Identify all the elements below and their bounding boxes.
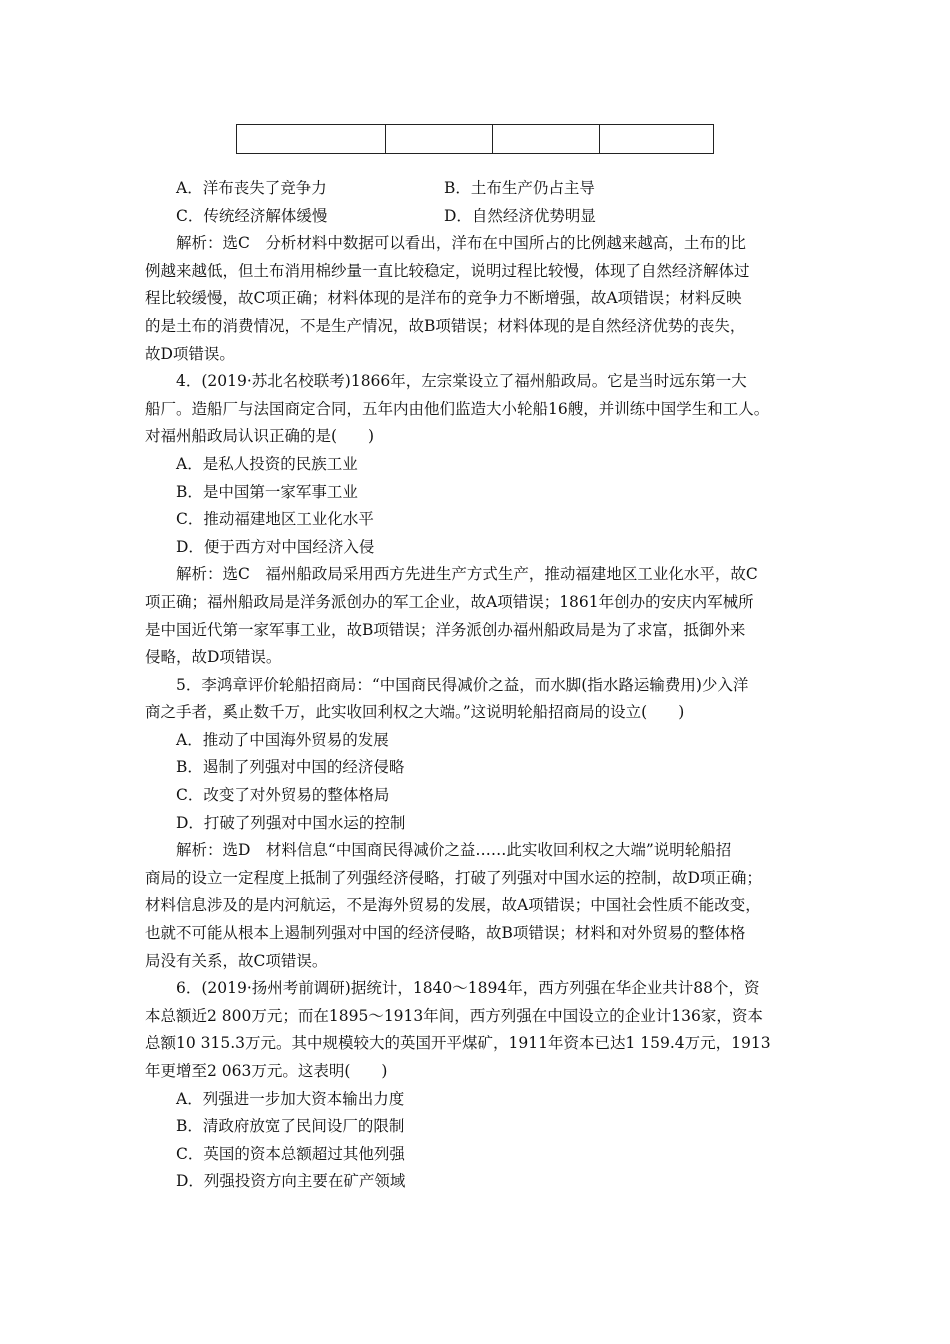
q3-analysis-line: 解析：选C 分析材料中数据可以看出，洋布在中国所占的比例越来越高，土布的比 bbox=[176, 234, 746, 253]
q3-options-row bbox=[145, 203, 813, 231]
q6-stem-line: 6．(2019·扬州考前调研)据统计，1840～1894年，西方列强在华企业共计88个，资 bbox=[176, 979, 760, 998]
q4-option-b: B．是中国第一家军事工业 bbox=[176, 482, 358, 501]
q6-stem-line: 总额10 315.3万元。其中规模较大的英国开平煤矿，1911年资本已达1 159.4万元，1913 bbox=[145, 1034, 771, 1053]
q4-option-d: D．便于西方对中国经济入侵 bbox=[176, 537, 375, 556]
document-body bbox=[145, 175, 813, 1196]
q5-analysis-line: 也就不可能从根本上遏制列强对中国的经济侵略，故B项错误；材料和对外贸易的整体格 bbox=[145, 924, 746, 943]
q4-option-c: C．推动福建地区工业化水平 bbox=[176, 510, 374, 529]
q4-stem-line: 4．(2019·苏北名校联考)1866年，左宗棠设立了福州船政局。它是当时远东第一大 bbox=[176, 372, 747, 391]
q5-stem-line: 5．李鸿章评价轮船招商局：“中国商民得减价之益，而水脚(指水路运输费用)少入洋 bbox=[176, 675, 749, 694]
q5-option-b: B．遏制了列强对中国的经济侵略 bbox=[176, 758, 405, 777]
table-cell bbox=[237, 125, 386, 153]
table-cell bbox=[493, 125, 600, 153]
q4-analysis-line: 是中国近代第一家军事工业，故B项错误；洋务派创办福州船政局是为了求富，抵御外来 bbox=[145, 620, 746, 639]
q4-stem-line: 对福州船政局认识正确的是( ) bbox=[145, 427, 375, 446]
table-cell bbox=[600, 125, 713, 153]
q3-option-a: A．洋布丧失了竞争力 bbox=[176, 179, 327, 197]
q6-option-b: B．清政府放宽了民间设厂的限制 bbox=[176, 1117, 405, 1136]
q4-analysis-line: 解析：选C 福州船政局采用西方先进生产方式生产，推动福建地区工业化水平，故C bbox=[176, 565, 758, 584]
q3-option-c: C．传统经济解体缓慢 bbox=[176, 206, 328, 225]
q6-stem-line: 年更增至2 063万元。这表明( ) bbox=[145, 1062, 388, 1080]
q5-analysis-line: 商局的设立一定程度上抵制了列强经济侵略，打破了列强对中国水运的控制，故D项正确； bbox=[145, 868, 762, 887]
q5-option-d: D．打破了列强对中国水运的控制 bbox=[176, 813, 406, 832]
q5-option-c: C．改变了对外贸易的整体格局 bbox=[176, 786, 390, 805]
q3-analysis-line: 例越来越低，但土布消用棉纱量一直比较稳定，说明过程比较慢，体现了自然经济解体过 bbox=[145, 261, 750, 280]
q4-stem-line: 船厂。造船厂与法国商定合同，五年内由他们监造大小轮船16艘，并训练中国学生和工人。 bbox=[145, 399, 770, 418]
q3-analysis-line: 故D项错误。 bbox=[145, 344, 235, 363]
q6-option-c: C．英国的资本总额超过其他列强 bbox=[176, 1144, 405, 1163]
q3-option-b: B．土布生产仍占主导 bbox=[444, 179, 595, 197]
q5-option-a: A．推动了中国海外贸易的发展 bbox=[176, 730, 389, 749]
q5-analysis-line: 局没有关系，故C项错误。 bbox=[145, 951, 328, 970]
q4-option-a: A．是私人投资的民族工业 bbox=[176, 454, 358, 473]
q3-options-row bbox=[145, 175, 813, 203]
q3-analysis-line: 程比较缓慢，故C项正确；材料体现的是洋布的竞争力不断增强，故A项错误；材料反映 bbox=[145, 289, 742, 308]
q5-analysis-line: 解析：选D 材料信息“中国商民得减价之益……此实收回利权之大端”说明轮船招 bbox=[176, 841, 732, 860]
data-table-fragment bbox=[236, 124, 714, 154]
table-cell bbox=[386, 125, 493, 153]
q5-stem-line: 商之手者，奚止数千万，此实收回利权之大端。”这说明轮船招商局的设立( ) bbox=[145, 703, 685, 722]
q3-option-d: D．自然经济优势明显 bbox=[444, 206, 596, 225]
q5-analysis-line: 材料信息涉及的是内河航运，不是海外贸易的发展，故A项错误；中国社会性质不能改变， bbox=[145, 896, 761, 915]
q6-stem-line: 本总额近2 800万元；而在1895～1913年间，西方列强在中国设立的企业计136家，资本 bbox=[145, 1006, 763, 1025]
q6-option-a: A．列强进一步加大资本输出力度 bbox=[176, 1089, 405, 1108]
q6-option-d: D．列强投资方向主要在矿产领域 bbox=[176, 1172, 406, 1191]
q3-analysis-line: 的是土布的消费情况，不是生产情况，故B项错误；材料体现的是自然经济优势的丧失， bbox=[145, 316, 746, 335]
q4-analysis-line: 侵略，故D项错误。 bbox=[145, 648, 282, 667]
q4-analysis-line: 项正确；福州船政局是洋务派创办的军工企业，故A项错误；1861年创办的安庆内军械所 bbox=[145, 592, 754, 611]
